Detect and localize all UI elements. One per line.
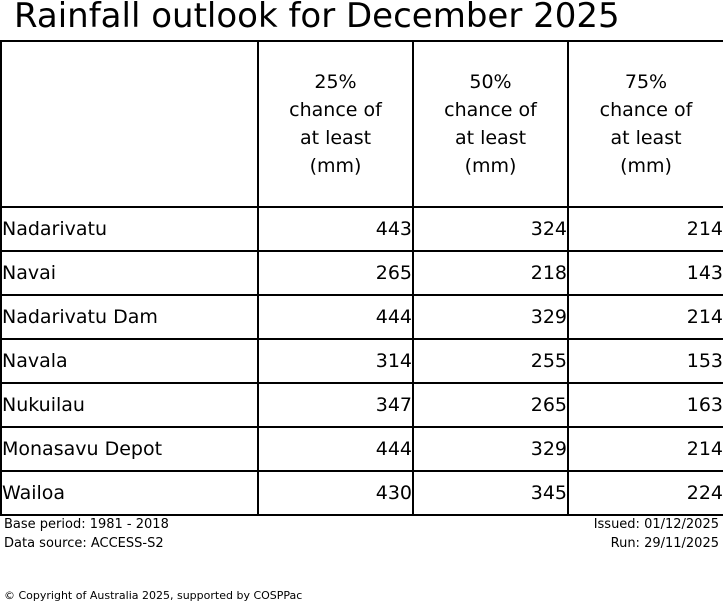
table-header-row xyxy=(1,41,723,207)
cell-p50: 265 xyxy=(413,383,568,427)
header-line: 50% xyxy=(469,71,512,93)
table-row xyxy=(1,295,723,339)
header-cell-p25 xyxy=(258,41,413,207)
table-row xyxy=(1,339,723,383)
rainfall-outlook-table xyxy=(0,40,723,516)
cell-p50: 329 xyxy=(413,295,568,339)
cell-p25: 314 xyxy=(258,339,413,383)
cell-p75: 163 xyxy=(568,383,723,427)
header-cell-p75 xyxy=(568,41,723,207)
cell-p25: 265 xyxy=(258,251,413,295)
cell-p75: 214 xyxy=(568,295,723,339)
run-text: Run: 29/11/2025 xyxy=(610,536,719,551)
header-line: 25% xyxy=(314,71,357,93)
copyright-text: © Copyright of Australia 2025, supported by COSPPac xyxy=(4,589,303,602)
cell-place: Nadarivatu xyxy=(1,207,258,251)
header-line: chance of xyxy=(444,99,537,121)
cell-place: Wailoa xyxy=(1,471,258,515)
cell-p75: 214 xyxy=(568,427,723,471)
cell-place: Navai xyxy=(1,251,258,295)
cell-place: Nadarivatu Dam xyxy=(1,295,258,339)
cell-p75: 214 xyxy=(568,207,723,251)
cell-p25: 444 xyxy=(258,427,413,471)
cell-p50: 255 xyxy=(413,339,568,383)
base-period-text: Base period: 1981 - 2018 xyxy=(4,517,169,532)
issued-text: Issued: 01/12/2025 xyxy=(593,517,719,532)
cell-p25: 444 xyxy=(258,295,413,339)
cell-place: Monasavu Depot xyxy=(1,427,258,471)
footer-left xyxy=(4,515,169,553)
table-row xyxy=(1,427,723,471)
table-row xyxy=(1,251,723,295)
footer-right xyxy=(594,515,719,553)
cell-p50: 324 xyxy=(413,207,568,251)
cell-p50: 329 xyxy=(413,427,568,471)
cell-place: Navala xyxy=(1,339,258,383)
header-line: chance of xyxy=(599,99,693,121)
header-line: at least xyxy=(610,127,682,149)
header-line: 75% xyxy=(624,71,668,93)
cell-p50: 345 xyxy=(413,471,568,515)
header-line: at least xyxy=(299,127,372,149)
footer xyxy=(0,515,723,561)
data-source-text: Data source: ACCESS-S2 xyxy=(4,536,164,551)
cell-p75: 143 xyxy=(568,251,723,295)
header-line: (mm) xyxy=(309,155,362,177)
header-line: chance of xyxy=(289,99,382,121)
cell-p50: 218 xyxy=(413,251,568,295)
header-line: (mm) xyxy=(620,155,672,177)
table-row xyxy=(1,207,723,251)
header-line: at least xyxy=(454,127,527,149)
header-line: (mm) xyxy=(464,155,517,177)
cell-p25: 430 xyxy=(258,471,413,515)
cell-place: Nukuilau xyxy=(1,383,258,427)
page-title: Rainfall outlook for December 2025 xyxy=(14,0,620,36)
cell-p25: 347 xyxy=(258,383,413,427)
cell-p25: 443 xyxy=(258,207,413,251)
header-cell-blank xyxy=(1,41,258,207)
table-row xyxy=(1,471,723,515)
table-row xyxy=(1,383,723,427)
cell-p75: 153 xyxy=(568,339,723,383)
cell-p75: 224 xyxy=(568,471,723,515)
header-cell-p50 xyxy=(413,41,568,207)
